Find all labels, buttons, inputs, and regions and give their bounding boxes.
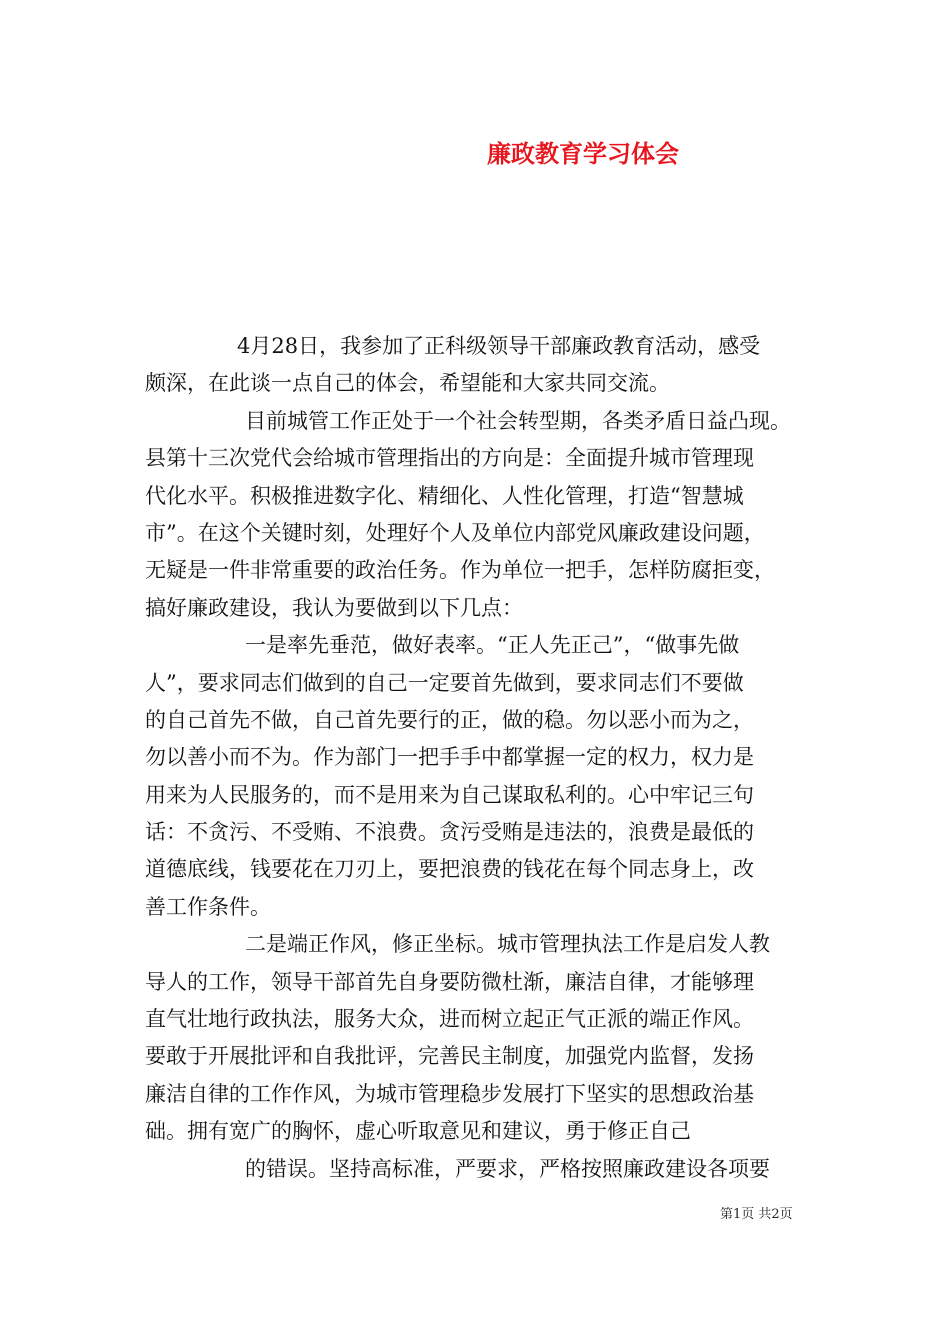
paragraph-3-line-3: 的自己首先不做，自己首先要行的正，做的稳。勿以恶小而为之， [145,707,754,732]
paragraph-3-line-4: 勿以善小而不为。作为部门一把手手中都掌握一定的权力，权力是 [145,745,754,770]
paragraph-1-line-2: 颇深，在此谈一点自己的体会，希望能和大家共同交流。 [145,371,670,396]
paragraph-4-line-3: 直气壮地行政执法，服务大众，进而树立起正气正派的端正作风。 [145,1007,754,1032]
paragraph-3-line-7: 道德底线，钱要花在刀刃上，要把浪费的钱花在每个同志身上，改 [145,857,754,882]
paragraph-4-line-7: 的错误。坚持高标准，严要求，严格按照廉政建设各项要 [245,1156,770,1181]
document-body [145,328,815,1188]
paragraph-3-line-6: 话：不贪污、不受贿、不浪费。贪污受贿是违法的，浪费是最低的 [145,820,754,845]
paragraph-4-line-5: 廉洁自律的工作作风，为城市管理稳步发展打下坚实的思想政治基 [145,1081,754,1106]
paragraph-3-line-2: 人”，要求同志们做到的自己一定要首先做到，要求同志们不要做 [145,670,744,695]
paragraph-4-line-1: 二是端正作风，修正坐标。城市管理执法工作是启发人教 [245,932,770,957]
paragraph-2-line-1: 目前城管工作正处于一个社会转型期，各类矛盾日益凸现。 [245,408,791,433]
paragraph-2-line-2: 县第十三次党代会给城市管理指出的方向是：全面提升城市管理现 [145,446,754,471]
paragraph-2-line-6: 搞好廉政建设，我认为要做到以下几点： [145,595,523,620]
paragraph-4-line-2: 导人的工作，领导干部首先自身要防微杜渐，廉洁自律，才能够理 [145,969,754,994]
paragraph-4-line-4: 要敢于开展批评和自我批评，完善民主制度，加强党内监督，发扬 [145,1044,754,1069]
paragraph-3-line-5: 用来为人民服务的，而不是用来为自己谋取私利的。心中牢记三句 [145,782,754,807]
document-title: 廉政教育学习体会 [487,139,679,168]
paragraph-2-line-4: 市”。在这个关键时刻，处理好个人及单位内部党风廉政建设问题， [145,520,765,545]
page-number: 第1页 共2页 [720,1207,793,1222]
paragraph-3-line-1: 一是率先垂范，做好表率。“正人先正己”，“做事先做 [245,633,740,658]
paragraph-3-line-8: 善工作条件。 [145,894,271,919]
paragraph-2-line-3: 代化水平。积极推进数字化、精细化、人性化管理，打造“智慧城 [145,483,744,508]
paragraph-2-line-5: 无疑是一件非常重要的政治任务。作为单位一把手，怎样防腐拒变， [145,558,775,583]
paragraph-4-line-6: 础。拥有宽广的胸怀，虚心听取意见和建议，勇于修正自己 [145,1119,691,1144]
paragraph-1-line-1: 4月28日，我参加了正科级领导干部廉政教育活动，感受 [237,334,761,358]
